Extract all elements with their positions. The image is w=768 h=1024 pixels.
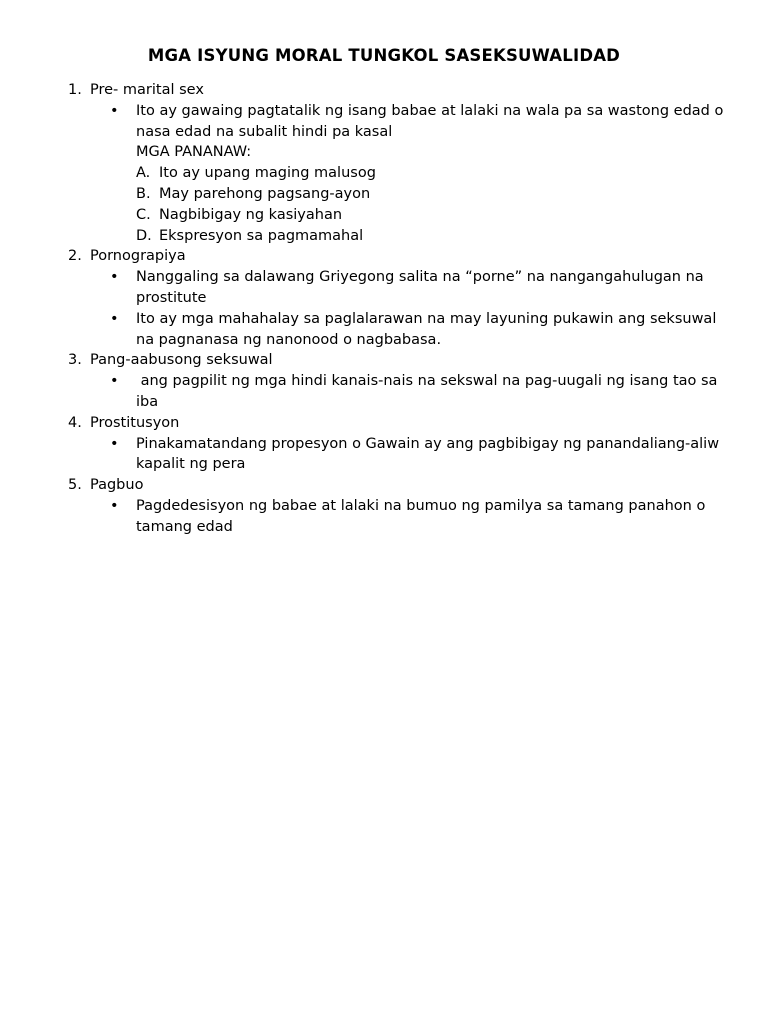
document-title: MGA ISYUNG MORAL TUNGKOL SASEKSUWALIDAD (147, 46, 621, 65)
bullet-icon: • (110, 269, 119, 286)
bullet-icon: • (110, 435, 119, 452)
view-point (136, 226, 728, 247)
view-letter: B. (136, 185, 151, 202)
outline-item-pang-aabusong-seksuwal (68, 350, 728, 371)
item-number: 5. (68, 477, 82, 494)
bullet-text: Pagdedesisyon ng babae at lalaki na bumuo ng pamilya sa tamang panahon o tamang edad (136, 497, 706, 535)
outline-item-pre-marital-sex (68, 80, 728, 101)
bullet-point (68, 309, 728, 351)
outline-item-prostitusyon (68, 413, 728, 434)
bullet-point (68, 434, 728, 476)
outline-item-pornograpiya (68, 246, 728, 267)
view-letter: C. (136, 206, 151, 223)
bullet-icon: • (110, 310, 119, 327)
view-text: Ito ay upang maging malusog (159, 165, 376, 182)
bullet-text: Nanggaling sa dalawang Griyegong salita na “porne” na nangangahulugan na prostitute (136, 269, 704, 306)
view-point (136, 163, 728, 184)
view-letter: A. (136, 165, 151, 182)
bullet-text: Ito ay mga mahahalay sa paglalarawan na may layuning pukawin ang seksuwal na pagnanasa ng nanonood o nagbabasa. (136, 310, 717, 348)
view-text: Ekspresyon sa pagmamahal (159, 227, 364, 244)
bullet-point (68, 101, 728, 143)
item-number: 4. (68, 414, 82, 431)
bullet-point (68, 496, 728, 538)
view-letter: D. (136, 227, 152, 244)
item-label: Pang-aabusong seksuwal (90, 352, 273, 369)
item-number: 3. (68, 352, 82, 369)
bullet-point (68, 267, 728, 309)
view-text: Nagbibigay ng kasiyahan (159, 206, 343, 223)
bullet-point (68, 371, 728, 413)
item-number: 2. (68, 248, 82, 265)
views-block (68, 142, 728, 246)
outline-item-pagbuo (68, 475, 728, 496)
views-subheading: MGA PANANAW: (136, 144, 252, 161)
bullet-text: ang pagpilit ng mga hindi kanais-nais na sekswal na pag-uugali ng isang tao sa iba (136, 373, 723, 410)
item-label: Pornograpiya (90, 248, 186, 265)
item-number: 1. (68, 82, 82, 98)
bullet-icon: • (110, 373, 119, 390)
item-label: Pre- marital sex (90, 82, 204, 98)
view-text: May parehong pagsang-ayon (159, 185, 371, 202)
item-label: Pagbuo (90, 477, 144, 494)
numbered-outline (68, 80, 728, 538)
item-label: Prostitusyon (90, 414, 180, 431)
bullet-icon: • (110, 102, 119, 119)
bullet-text: Ito ay gawaing pagtatalik ng isang babae at lalaki na wala pa sa wastong edad o nasa edad na subalit hindi pa kasal (136, 102, 724, 140)
view-point (136, 205, 728, 226)
bullet-text: Pinakamatandang propesyon o Gawain ay ang pagbibigay ng panandaliang-aliw kapalit ng pera (136, 435, 720, 473)
view-point (136, 184, 728, 205)
bullet-icon: • (110, 497, 119, 514)
